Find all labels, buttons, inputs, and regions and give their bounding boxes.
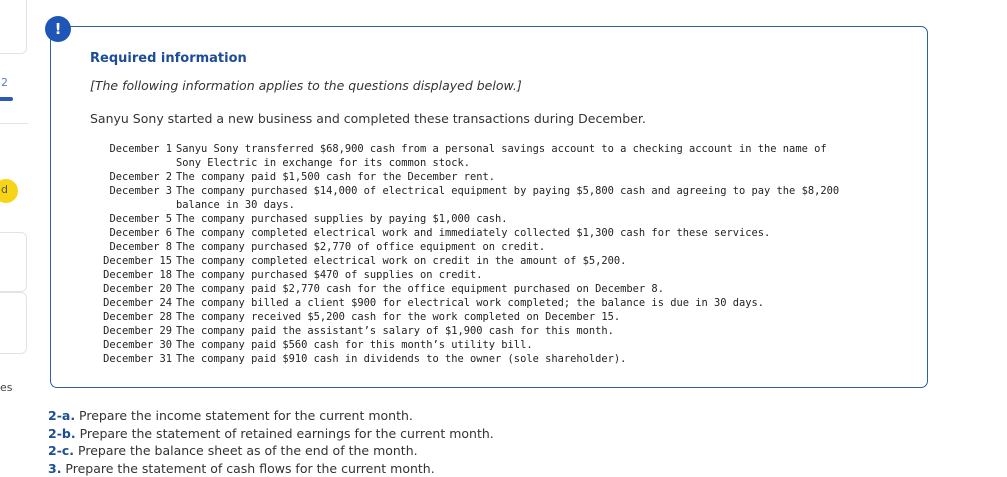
question-text: Prepare the balance sheet as of the end of the month. <box>74 443 418 458</box>
transaction-row <box>89 338 919 352</box>
transaction-desc: Sanyu Sony transferred $68,900 cash from a personal savings account to a checking account in the name of Sony Electric in exchange for its common stock. <box>176 143 827 169</box>
transaction-date: December 2 <box>109 171 172 183</box>
transaction-row <box>89 170 919 184</box>
transaction-row <box>89 254 919 268</box>
transaction-date: December 5 <box>109 213 172 225</box>
sidebar-label-partial: es <box>0 381 13 394</box>
transaction-row <box>89 240 919 254</box>
transaction-row <box>89 310 919 324</box>
question-text: Prepare the income statement for the current month. <box>75 408 413 423</box>
transaction-desc: The company paid $910 cash in dividends to the owner (sole shareholder). <box>176 353 627 365</box>
question-item <box>48 442 494 460</box>
transaction-row <box>89 324 919 338</box>
transaction-desc: The company paid $1,500 cash for the December rent. <box>176 171 496 183</box>
question-label: 2-a. <box>48 408 76 423</box>
transaction-date: December 18 <box>103 269 172 281</box>
alert-icon: ! <box>45 16 71 42</box>
question-label: 2-b. <box>48 425 76 441</box>
transaction-date: December 30 <box>103 339 172 351</box>
transaction-date: December 8 <box>109 241 172 253</box>
sidebar-item-number[interactable]: 2 <box>1 76 8 89</box>
transaction-desc: The company purchased supplies by paying $1,000 cash. <box>176 213 508 225</box>
transaction-desc: The company purchased $14,000 of electrical equipment by paying $5,800 cash and agreeing to pay the $8,200 balance in 30 days. <box>176 185 840 211</box>
transaction-date: December 31 <box>103 353 172 365</box>
transaction-row <box>89 212 919 226</box>
question-item <box>48 407 494 425</box>
transaction-date: December 29 <box>103 325 172 337</box>
sidebar-card-lower[interactable] <box>0 292 27 354</box>
transaction-row <box>89 268 919 282</box>
question-label: 2-c. <box>48 443 75 458</box>
transaction-row <box>89 296 919 310</box>
transaction-row <box>89 184 919 212</box>
transaction-desc: The company billed a client $900 for electrical work completed; the balance is due in 30 days. <box>176 297 765 309</box>
question-item <box>48 460 494 477</box>
transaction-desc: The company purchased $2,770 of office equipment on credit. <box>176 241 546 253</box>
transaction-desc: The company completed electrical work and immediately collected $1,300 cash for these services. <box>176 227 771 239</box>
sidebar-card-top[interactable] <box>0 0 27 54</box>
sidebar-status-dot[interactable] <box>0 179 18 203</box>
question-text: Prepare the statement of cash flows for the current month. <box>61 460 435 476</box>
required-information-panel <box>50 26 928 388</box>
transaction-date: December 3 <box>109 185 172 197</box>
question-label: 3. <box>48 460 62 476</box>
transaction-desc: The company completed electrical work on credit in the amount of $5,200. <box>176 255 627 267</box>
transaction-list <box>89 142 919 366</box>
sidebar-divider <box>0 123 28 124</box>
panel-subtitle: [The following information applies to the questions displayed below.] <box>90 78 522 93</box>
transaction-date: December 15 <box>103 255 172 267</box>
transaction-date: December 1 <box>109 143 172 155</box>
transaction-date: December 24 <box>103 297 172 309</box>
transaction-row <box>89 142 919 170</box>
transaction-desc: The company paid the assistant’s salary of $1,900 cash for this month. <box>176 325 614 337</box>
transaction-desc: The company received $5,200 cash for the work completed on December 15. <box>176 311 621 323</box>
question-item <box>48 425 494 443</box>
sidebar-status-letter: d <box>1 183 8 196</box>
transaction-row <box>89 226 919 240</box>
question-text: Prepare the statement of retained earnings for the current month. <box>75 425 494 441</box>
panel-intro: Sanyu Sony started a new business and completed these transactions during December. <box>90 111 646 126</box>
panel-title: Required information <box>90 51 247 66</box>
question-list <box>48 407 494 477</box>
sidebar-card-middle[interactable] <box>0 232 27 292</box>
transaction-desc: The company paid $2,770 cash for the office equipment purchased on December 8. <box>176 283 664 295</box>
question-nav-sidebar <box>0 0 32 477</box>
transaction-date: December 6 <box>109 227 172 239</box>
sidebar-progress-bar <box>0 97 13 101</box>
transaction-desc: The company paid $560 cash for this month’s utility bill. <box>176 339 533 351</box>
transaction-row <box>89 282 919 296</box>
transaction-date: December 20 <box>103 283 172 295</box>
transaction-desc: The company purchased $470 of supplies on credit. <box>176 269 483 281</box>
transaction-date: December 28 <box>103 311 172 323</box>
transaction-row <box>89 352 919 366</box>
